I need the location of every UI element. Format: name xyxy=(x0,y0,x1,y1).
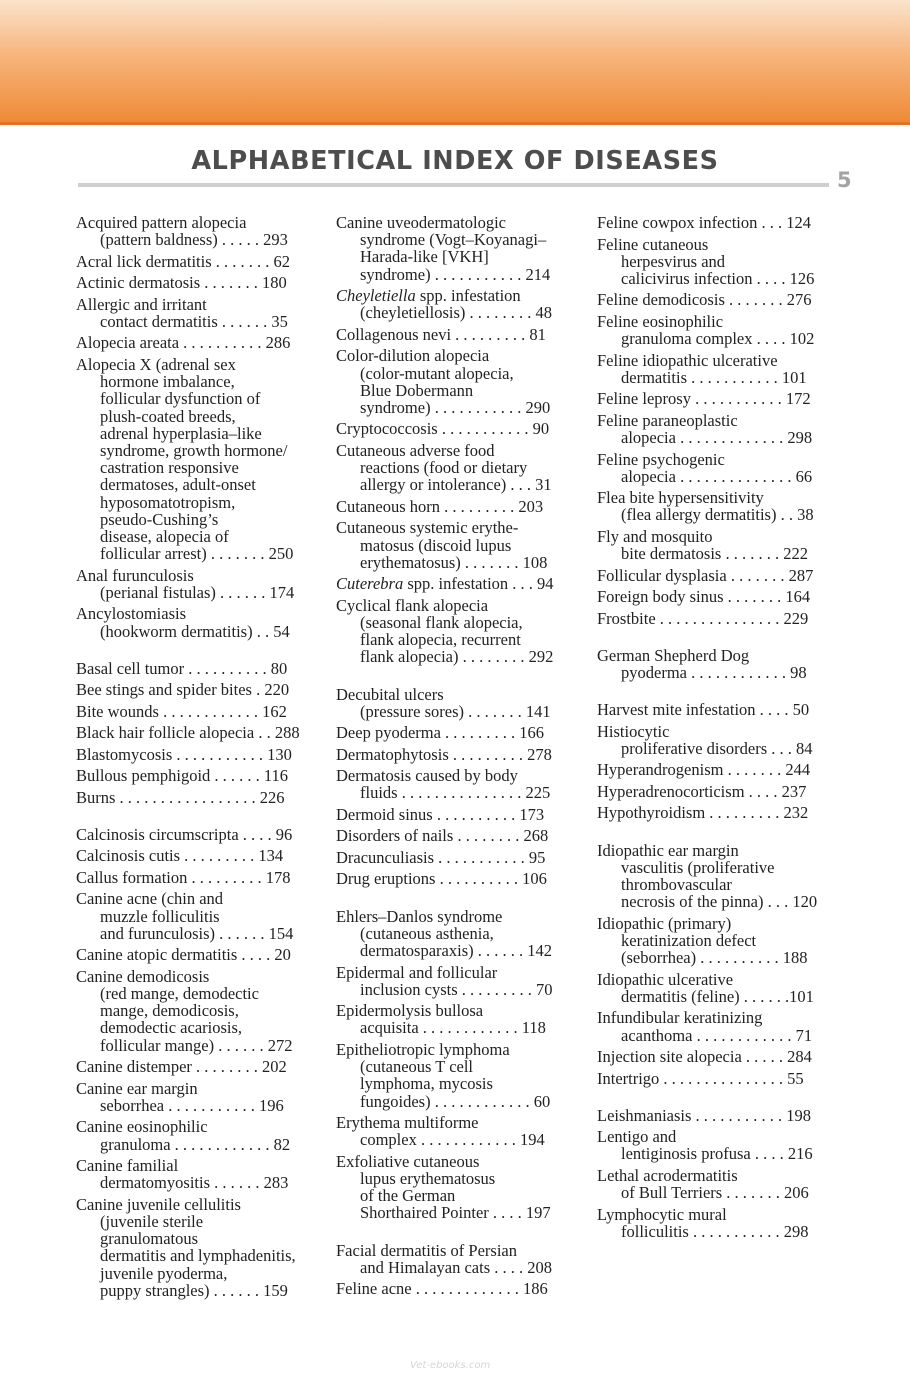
index-entry-line: Epidermal and follicular xyxy=(336,962,498,982)
index-entry xyxy=(597,1070,833,1087)
index-entry xyxy=(597,1128,833,1162)
index-entry-line: adrenal hyperplasia–like xyxy=(100,423,262,443)
index-entry-line: herpesvirus and xyxy=(621,251,726,271)
index-entry xyxy=(336,442,572,494)
index-entry-line: demodectic acariosis, xyxy=(100,1018,243,1038)
index-entry-line: Anal furunculosis xyxy=(76,565,194,585)
index-entry-line: Hyperadrenocorticism . . . . 237 xyxy=(597,781,807,801)
index-entry-line: Bite wounds . . . . . . . . . . . . 162 xyxy=(76,701,287,721)
index-entry-line: Canine eosinophilic xyxy=(76,1117,208,1137)
index-entry xyxy=(336,908,572,960)
index-entry-line: plush-coated breeds, xyxy=(100,406,236,426)
index-entry-line: Actinic dermatosis . . . . . . . 180 xyxy=(76,273,287,293)
index-entry-line: juvenile pyoderma, xyxy=(100,1263,228,1283)
index-entry-line: Canine ear margin xyxy=(76,1078,198,1098)
index-entry-line: (seborrhea) . . . . . . . . . . 188 xyxy=(621,948,808,968)
index-entry-line: Callus formation . . . . . . . . . 178 xyxy=(76,867,291,887)
index-entry-line: Cutaneous adverse food xyxy=(336,440,495,460)
index-entry-line: of Bull Terriers . . . . . . . 206 xyxy=(621,1183,809,1203)
index-entry-line: flank alopecia, recurrent xyxy=(360,630,521,650)
index-entry-line: Lymphocytic mural xyxy=(597,1204,727,1224)
index-entry-line: muzzle folliculitis xyxy=(100,906,220,926)
index-entry xyxy=(336,214,572,283)
index-entry xyxy=(76,724,312,741)
index-entry-line: (color-mutant alopecia, xyxy=(360,363,514,383)
index-entry-line: Collagenous nevi . . . . . . . . . 81 xyxy=(336,324,546,344)
index-entry-line: Foreign body sinus . . . . . . . 164 xyxy=(597,587,811,607)
index-entry-line: allergy or intolerance) . . . 31 xyxy=(360,475,552,495)
index-entry-line: Idiopathic (primary) xyxy=(597,913,732,933)
index-entry xyxy=(597,1206,833,1240)
index-entry-line: Deep pyoderma . . . . . . . . . 166 xyxy=(336,723,545,743)
index-entry-line: lymphoma, mycosis xyxy=(360,1074,493,1094)
index-entry-line: Dracunculiasis . . . . . . . . . . . 95 xyxy=(336,847,546,867)
index-entry xyxy=(336,1153,572,1222)
index-entry xyxy=(76,334,312,351)
index-entry xyxy=(336,498,572,515)
index-entry-line: (cutaneous asthenia, xyxy=(360,923,494,943)
index-entry xyxy=(76,1058,312,1075)
index-entry-line: complex . . . . . . . . . . . . 194 xyxy=(360,1130,545,1150)
index-entry-line: Feline eosinophilic xyxy=(597,311,724,331)
index-entry-line: hyposomatotropism, xyxy=(100,492,236,512)
index-entry xyxy=(336,827,572,844)
index-entry-line: (pressure sores) . . . . . . . 141 xyxy=(360,701,551,721)
index-entry-line: dermatosparaxis) . . . . . . 142 xyxy=(360,941,552,961)
index-entry-line: Canine acne (chin and xyxy=(76,889,224,909)
line-text: spp. infestation . . . 94 xyxy=(403,574,554,594)
index-entry xyxy=(597,412,833,446)
index-entry xyxy=(597,723,833,757)
index-entry xyxy=(597,1107,833,1124)
index-column-3 xyxy=(597,214,833,1244)
index-entry-line: puppy strangles) . . . . . . 159 xyxy=(100,1280,288,1300)
index-entry xyxy=(76,946,312,963)
index-entry xyxy=(597,1167,833,1201)
index-entry xyxy=(76,356,312,562)
index-entry-line: Lentigo and xyxy=(597,1127,677,1147)
index-entry-line: acanthoma . . . . . . . . . . . . 71 xyxy=(621,1025,813,1045)
index-entry xyxy=(597,390,833,407)
index-entry xyxy=(597,842,833,911)
index-entry xyxy=(336,1280,572,1297)
index-column-1 xyxy=(76,214,312,1303)
index-entry-line: Hyperandrogenism . . . . . . . 244 xyxy=(597,760,811,780)
index-entry xyxy=(336,1041,572,1110)
index-entry xyxy=(76,826,312,843)
index-entry xyxy=(76,767,312,784)
index-entry xyxy=(336,597,572,666)
index-entry-line: Idiopathic ear margin xyxy=(597,840,739,860)
index-entry xyxy=(336,347,572,416)
index-entry xyxy=(597,610,833,627)
index-entry-line: Shorthaired Pointer . . . . 197 xyxy=(360,1203,551,1223)
index-entry-line: Cyclical flank alopecia xyxy=(336,595,489,615)
index-entry xyxy=(597,236,833,288)
index-entry-line: syndrome) . . . . . . . . . . . 290 xyxy=(360,397,551,417)
index-entry-line: Cutaneous systemic erythe- xyxy=(336,518,519,538)
page-title: ALPHABETICAL INDEX OF DISEASES xyxy=(191,146,719,176)
index-entry-line: syndrome, growth hormone/ xyxy=(100,440,288,460)
index-entry xyxy=(597,804,833,821)
index-entry-line: syndrome) . . . . . . . . . . . 214 xyxy=(360,264,551,284)
index-entry xyxy=(76,746,312,763)
index-entry xyxy=(76,296,312,330)
index-entry-line: mange, demodicosis, xyxy=(100,1001,239,1021)
index-entry-line: Canine juvenile cellulitis xyxy=(76,1194,241,1214)
index-entry-line: (seasonal flank alopecia, xyxy=(360,612,523,632)
index-entry-line: Feline cowpox infection . . . 124 xyxy=(597,213,812,232)
index-entry-line: granulomatous xyxy=(100,1229,199,1249)
index-entry-line: lentiginosis profusa . . . . 216 xyxy=(621,1144,813,1164)
index-entry-line: dermatitis (feline) . . . . . .101 xyxy=(621,986,814,1006)
italic-term: Cheyletiella xyxy=(336,286,416,306)
index-entry xyxy=(597,1009,833,1043)
index-entry-line: Calcinosis circumscripta . . . . 96 xyxy=(76,824,293,844)
index-entry-line: (perianal fistulas) . . . . . . 174 xyxy=(100,582,295,602)
index-entry-line: Exfoliative cutaneous xyxy=(336,1151,480,1171)
index-entry-line: Bullous pemphigoid . . . . . . 116 xyxy=(76,766,289,786)
index-entry-line: follicular mange) . . . . . . 272 xyxy=(100,1035,293,1055)
index-entry-line: granuloma complex . . . . 102 xyxy=(621,329,815,349)
index-entry-line: follicular dysfunction of xyxy=(100,389,261,409)
index-entry-line: pyoderma . . . . . . . . . . . . 98 xyxy=(621,663,807,683)
index-entry-line: (juvenile sterile xyxy=(100,1211,204,1231)
index-entry-line: German Shepherd Dog xyxy=(597,645,750,665)
index-entry xyxy=(76,605,312,639)
italic-term: Cuterebra xyxy=(336,574,404,594)
index-entry-line: Frostbite . . . . . . . . . . . . . . . 229 xyxy=(597,608,809,628)
index-entry xyxy=(76,214,312,248)
index-entry-line: Intertrigo . . . . . . . . . . . . . . . 55 xyxy=(597,1068,804,1088)
index-entry xyxy=(76,789,312,806)
index-entry xyxy=(76,968,312,1054)
index-entry xyxy=(597,647,833,681)
index-entry-line: alopecia . . . . . . . . . . . . . 298 xyxy=(621,428,813,448)
index-entry-line: matosus (discoid lupus xyxy=(360,535,512,555)
index-entry-line: (cutaneous T cell xyxy=(360,1057,474,1077)
index-entry xyxy=(76,681,312,698)
index-column-2 xyxy=(336,214,572,1302)
index-entry xyxy=(76,890,312,942)
index-entry xyxy=(336,519,572,571)
index-entry-line: necrosis of the pinna) . . . 120 xyxy=(621,892,818,912)
index-entry-line: Histiocytic xyxy=(597,721,670,741)
index-entry xyxy=(597,971,833,1005)
index-entry-line: Fly and mosquito xyxy=(597,526,713,546)
index-entry-line: keratinization defect xyxy=(621,930,757,950)
index-entry-line: Hypothyroidism . . . . . . . . . 232 xyxy=(597,803,809,823)
index-entry xyxy=(597,291,833,308)
index-entry xyxy=(336,1242,572,1276)
index-entry xyxy=(597,352,833,386)
index-entry-line: Alopecia X (adrenal sex xyxy=(76,354,236,374)
index-entry xyxy=(597,528,833,562)
index-entry xyxy=(336,287,572,321)
index-entry-line: proliferative disorders . . . 84 xyxy=(621,738,813,758)
index-entry-line: Epitheliotropic lymphoma xyxy=(336,1039,510,1059)
index-entry xyxy=(336,964,572,998)
index-entry-line: Epidermolysis bullosa xyxy=(336,1001,484,1021)
index-entry-line: Canine familial xyxy=(76,1156,179,1176)
index-entry-line: Allergic and irritant xyxy=(76,294,207,314)
index-entry-line: Lethal acrodermatitis xyxy=(597,1165,738,1185)
index-entry xyxy=(76,1118,312,1152)
index-entry-line: Blue Dobermann xyxy=(360,380,474,400)
index-entry xyxy=(336,806,572,823)
index-entry-line: Erythema multiforme xyxy=(336,1113,479,1133)
index-entry-line: Harada-like [VKH] xyxy=(360,247,489,267)
index-entry xyxy=(76,847,312,864)
index-entry-line: Feline idiopathic ulcerative xyxy=(597,350,778,370)
index-entry xyxy=(336,326,572,343)
index-entry-line: Leishmaniasis . . . . . . . . . . . 198 xyxy=(597,1105,812,1125)
index-entry xyxy=(597,214,833,231)
index-entry-line: fungoides) . . . . . . . . . . . . 60 xyxy=(360,1091,551,1111)
index-entry-line: (cheyletiellosis) . . . . . . . . 48 xyxy=(360,303,553,323)
index-entry-line: bite dermatosis . . . . . . . 222 xyxy=(621,544,808,564)
index-entry-line: Injection site alopecia . . . . . 284 xyxy=(597,1047,812,1067)
index-entry-line: contact dermatitis . . . . . . 35 xyxy=(100,311,288,331)
index-entry-line: pseudo-Cushing’s xyxy=(100,509,219,529)
index-entry-line: seborrhea . . . . . . . . . . . 196 xyxy=(100,1095,284,1115)
index-entry-line: Dermoid sinus . . . . . . . . . . 173 xyxy=(336,804,545,824)
index-entry xyxy=(597,451,833,485)
index-entry-line: acquisita . . . . . . . . . . . . 118 xyxy=(360,1018,546,1038)
index-entry-line: and furunculosis) . . . . . . 154 xyxy=(100,923,294,943)
index-entry xyxy=(336,767,572,801)
index-entry-line: Disorders of nails . . . . . . . . 268 xyxy=(336,826,549,846)
line-text: spp. infestation xyxy=(415,286,521,306)
index-entry-line: Dermatophytosis . . . . . . . . . 278 xyxy=(336,744,552,764)
index-entry xyxy=(597,489,833,523)
index-entry-line: Canine uveodermatologic xyxy=(336,213,506,232)
index-entry-line xyxy=(336,287,572,304)
index-entry-line: Ancylostomiasis xyxy=(76,604,186,624)
index-entry xyxy=(76,869,312,886)
header-color-band xyxy=(0,0,910,125)
index-entry-line: Feline demodicosis . . . . . . . 276 xyxy=(597,290,812,310)
index-entry-line: Canine distemper . . . . . . . . 202 xyxy=(76,1057,287,1077)
index-entry xyxy=(597,701,833,718)
index-entry xyxy=(336,724,572,741)
index-entry-line: and Himalayan cats . . . . 208 xyxy=(360,1257,552,1277)
index-entry xyxy=(76,1080,312,1114)
index-entry-line: Acquired pattern alopecia xyxy=(76,213,247,232)
index-entry xyxy=(597,783,833,800)
index-entry-line: Cryptococcosis . . . . . . . . . . . 90 xyxy=(336,419,550,439)
index-entry xyxy=(336,575,572,592)
index-entry-line: Calcinosis cutis . . . . . . . . . 134 xyxy=(76,846,284,866)
index-entry-line: Cutaneous horn . . . . . . . . . 203 xyxy=(336,496,544,516)
index-entry-line: Feline psychogenic xyxy=(597,449,725,469)
index-entry-line: Color-dilution alopecia xyxy=(336,346,490,366)
index-entry-line: (flea allergy dermatitis) . . 38 xyxy=(621,505,814,525)
index-entry-line: Basal cell tumor . . . . . . . . . . 80 xyxy=(76,658,288,678)
index-entry-line: Feline paraneoplastic xyxy=(597,410,738,430)
index-entry-line: dermatomyositis . . . . . . 283 xyxy=(100,1173,289,1193)
index-entry xyxy=(597,915,833,967)
index-entry-line: inclusion cysts . . . . . . . . . 70 xyxy=(360,979,553,999)
index-entry xyxy=(336,870,572,887)
index-entry-line: Infundibular keratinizing xyxy=(597,1008,763,1028)
index-entry-line: granuloma . . . . . . . . . . . . 82 xyxy=(100,1134,291,1154)
index-entry xyxy=(597,567,833,584)
index-entry-line: dermatitis and lymphadenitis, xyxy=(100,1246,296,1266)
index-entry xyxy=(336,849,572,866)
index-entry-line: hormone imbalance, xyxy=(100,372,235,392)
index-entry-line: dermatoses, adult-onset xyxy=(100,475,256,495)
index-entry-line: Feline cutaneous xyxy=(597,234,709,254)
index-entry-line: syndrome (Vogt–Koyanagi– xyxy=(360,230,547,250)
index-entry-line: reactions (food or dietary xyxy=(360,458,528,478)
index-entry-line: Acral lick dermatitis . . . . . . . 62 xyxy=(76,251,290,271)
index-entry xyxy=(336,1002,572,1036)
page-number: 5 xyxy=(837,168,852,192)
index-entry xyxy=(336,746,572,763)
index-entry xyxy=(76,703,312,720)
index-entry-line: Follicular dysplasia . . . . . . . 287 xyxy=(597,565,814,585)
index-entry-line: dermatitis . . . . . . . . . . . 101 xyxy=(621,367,807,387)
index-entry xyxy=(597,588,833,605)
index-entry-line: lupus erythematosus xyxy=(360,1168,496,1188)
index-entry-line: thrombovascular xyxy=(621,875,732,895)
index-entry-line: vasculitis (proliferative xyxy=(621,857,775,877)
index-entry xyxy=(76,253,312,270)
index-entry-line: Decubital ulcers xyxy=(336,684,444,704)
index-entry-line: (hookworm dermatitis) . . 54 xyxy=(100,621,290,641)
index-entry xyxy=(336,1114,572,1148)
index-entry-line: Burns . . . . . . . . . . . . . . . . . 226 xyxy=(76,787,285,807)
index-entry xyxy=(597,761,833,778)
index-entry xyxy=(76,567,312,601)
index-entry-line: folliculitis . . . . . . . . . . . 298 xyxy=(621,1221,809,1241)
index-entry xyxy=(336,686,572,720)
index-entry xyxy=(336,420,572,437)
index-entry-line: alopecia . . . . . . . . . . . . . . 66 xyxy=(621,466,813,486)
index-entry-line: erythematosus) . . . . . . . 108 xyxy=(360,552,548,572)
index-entry-line: Idiopathic ulcerative xyxy=(597,969,734,989)
index-entry xyxy=(76,274,312,291)
index-entry-line: Black hair follicle alopecia . . 288 xyxy=(76,723,300,743)
index-entry-line: of the German xyxy=(360,1186,456,1206)
index-entry-line: castration responsive xyxy=(100,458,239,478)
title-rule xyxy=(78,183,829,187)
index-entry-line: Facial dermatitis of Persian xyxy=(336,1240,517,1260)
index-entry-line: Flea bite hypersensitivity xyxy=(597,488,764,508)
index-entry-line: follicular arrest) . . . . . . . 250 xyxy=(100,544,294,564)
index-entry-line: Harvest mite infestation . . . . 50 xyxy=(597,700,810,720)
index-entry xyxy=(597,1048,833,1065)
index-entry-line: Feline acne . . . . . . . . . . . . . 186 xyxy=(336,1279,548,1299)
index-entry-line: (red mange, demodectic xyxy=(100,984,259,1004)
index-entry xyxy=(76,1157,312,1191)
index-entry-line: Feline leprosy . . . . . . . . . . . 172 xyxy=(597,389,811,409)
watermark: Vet-ebooks.com xyxy=(410,1360,491,1371)
index-entry-line: calicivirus infection . . . . 126 xyxy=(621,268,815,288)
index-entry-line: (pattern baldness) . . . . . 293 xyxy=(100,230,288,250)
index-entry-line: Canine atopic dermatitis . . . . 20 xyxy=(76,945,291,965)
index-entry-line: Blastomycosis . . . . . . . . . . . 130 xyxy=(76,744,292,764)
index-entry-line: Alopecia areata . . . . . . . . . . 286 xyxy=(76,333,291,353)
index-entry-line: fluids . . . . . . . . . . . . . . . 225 xyxy=(360,783,551,803)
index-entry-line: Dermatosis caused by body xyxy=(336,766,518,786)
index-entry-line: Ehlers–Danlos syndrome xyxy=(336,906,503,926)
index-entry-line xyxy=(336,575,572,592)
index-entry-line: Canine demodicosis xyxy=(76,966,210,986)
index-entry-line: Bee stings and spider bites . 220 xyxy=(76,680,290,700)
index-entry xyxy=(76,1196,312,1299)
index-entry xyxy=(597,313,833,347)
index-entry-line: Drug eruptions . . . . . . . . . . 106 xyxy=(336,869,547,889)
index-entry xyxy=(76,660,312,677)
index-entry-line: disease, alopecia of xyxy=(100,526,229,546)
index-entry-line: flank alopecia) . . . . . . . . 292 xyxy=(360,647,554,667)
